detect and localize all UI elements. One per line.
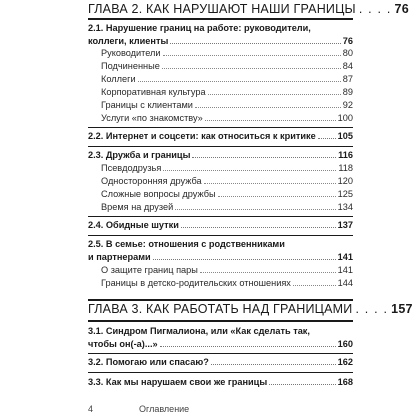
entry-label: Границы в детско-родительских отношениях: [101, 278, 291, 288]
section-title-line2: и партнерами: [88, 252, 151, 262]
section-title: 2.3. Дружба и границы: [88, 150, 191, 160]
divider: [88, 353, 353, 354]
leader-dots: [211, 364, 336, 365]
section-title-line1: 3.1. Синдром Пигмалиона, или «Как сделать так,: [88, 326, 310, 336]
leader-dots: [138, 81, 341, 82]
toc-entry: [101, 100, 353, 111]
chapter-2-heading: [88, 2, 409, 16]
section-title: 3.2. Помогаю или спасаю?: [88, 357, 209, 367]
leader-dots: [205, 120, 336, 121]
section-3-2: [88, 356, 353, 369]
leader-dots: [170, 43, 340, 44]
entry-label: Руководители: [101, 48, 161, 58]
entry-label: Сложные вопросы дружбы: [101, 189, 216, 199]
toc-entry: [101, 48, 353, 59]
entry-page: 100: [337, 113, 353, 123]
leader-dots: [293, 285, 336, 286]
section-title: 3.3. Как мы нарушаем свои же границы: [88, 377, 268, 387]
divider: [88, 127, 353, 128]
divider: [88, 235, 353, 236]
toc-entry: [101, 189, 353, 200]
leader-dots: [195, 107, 341, 108]
toc-entry: [101, 265, 353, 276]
divider: [88, 372, 353, 373]
leader-dots: [181, 227, 336, 228]
entry-label: Односторонняя дружба: [101, 176, 202, 186]
section-page: 141: [337, 252, 353, 262]
section-title-line1: 2.1. Нарушение границ на работе: руководители,: [88, 23, 311, 33]
toc-entry: [101, 113, 353, 124]
divider: [88, 146, 353, 147]
section-page: 137: [337, 220, 353, 230]
section-title-line2: коллеги, клиенты: [88, 36, 169, 46]
entry-page: 80: [342, 48, 353, 58]
leader-dots: [160, 346, 336, 347]
entry-label: Коллеги: [101, 74, 136, 84]
section-page: 160: [337, 339, 353, 349]
entry-label: Время на друзей: [101, 202, 174, 212]
section-page: 116: [338, 150, 353, 160]
section-3-1: [88, 325, 353, 351]
toc-entry: [101, 176, 353, 187]
leader-dots: [153, 259, 336, 260]
section-title: 2.2. Интернет и соцсети: как относиться к критике: [88, 131, 316, 141]
leader-dots: [208, 94, 341, 95]
entry-page: 125: [337, 189, 353, 199]
entry-page: 89: [342, 87, 353, 97]
entry-label: Псевдодрузья: [101, 163, 162, 173]
section-2-1: [88, 22, 353, 48]
section-title: 2.4. Обидные шутки: [88, 220, 179, 230]
entry-label: О защите границ пары: [101, 265, 198, 275]
section-3-3: [88, 376, 353, 389]
divider: [88, 216, 353, 217]
leader-dots: [318, 138, 336, 139]
divider: [88, 299, 353, 301]
section-page: 168: [337, 377, 353, 387]
section-2-5: [88, 238, 353, 264]
chapter-3-heading: [88, 302, 413, 316]
toc-entry: [101, 61, 353, 72]
section-page: 76: [342, 36, 353, 46]
chapter-page: 76: [394, 2, 409, 16]
leader-dots: [269, 384, 335, 385]
leader-dots: [163, 170, 336, 171]
entry-page: 141: [337, 265, 353, 275]
section-2-2: [88, 130, 353, 143]
entry-page: 92: [342, 100, 353, 110]
toc-entry: [101, 202, 353, 213]
entry-page: 134: [337, 202, 353, 212]
section-title-line2: чтобы он(-а)...»: [88, 339, 158, 349]
section-title-line1: 2.5. В семье: отношения с родственниками: [88, 239, 285, 249]
leader-dots: . . . .: [358, 2, 392, 16]
entry-label: Границы с клиентами: [101, 100, 193, 110]
chapter-title: ГЛАВА 3. КАК РАБОТАТЬ НАД ГРАНИЦАМИ: [88, 302, 353, 316]
section-page: 162: [337, 357, 353, 367]
entry-page: 118: [338, 163, 353, 173]
leader-dots: [163, 55, 341, 56]
entry-page: 120: [337, 176, 353, 186]
page-footer: [88, 404, 189, 414]
section-2-3: [88, 149, 353, 162]
leader-dots: [204, 183, 336, 184]
leader-dots: [192, 157, 336, 158]
entry-label: Услуги «по знакомству»: [101, 113, 203, 123]
divider: [88, 320, 353, 322]
leader-dots: [218, 196, 336, 197]
section-page: 105: [337, 131, 353, 141]
page-number: 4: [88, 404, 94, 414]
toc-entry: [101, 74, 353, 85]
entry-page: 84: [342, 61, 353, 71]
section-2-4: [88, 219, 353, 232]
chapter-title: ГЛАВА 2. КАК НАРУШАЮТ НАШИ ГРАНИЦЫ: [88, 2, 356, 16]
toc-entry: [101, 163, 353, 174]
leader-dots: [175, 209, 335, 210]
entry-page: 144: [337, 278, 353, 288]
leader-dots: [200, 272, 336, 273]
entry-page: 87: [342, 74, 353, 84]
toc-entry: [101, 87, 353, 98]
leader-dots: . . . .: [355, 302, 389, 316]
entry-label: Корпоративная культура: [101, 87, 206, 97]
toc-entry: [101, 278, 353, 289]
running-title: Оглавление: [139, 404, 190, 414]
divider: [88, 18, 353, 20]
leader-dots: [162, 68, 341, 69]
chapter-page: 157: [391, 302, 413, 316]
entry-label: Подчиненные: [101, 61, 160, 71]
